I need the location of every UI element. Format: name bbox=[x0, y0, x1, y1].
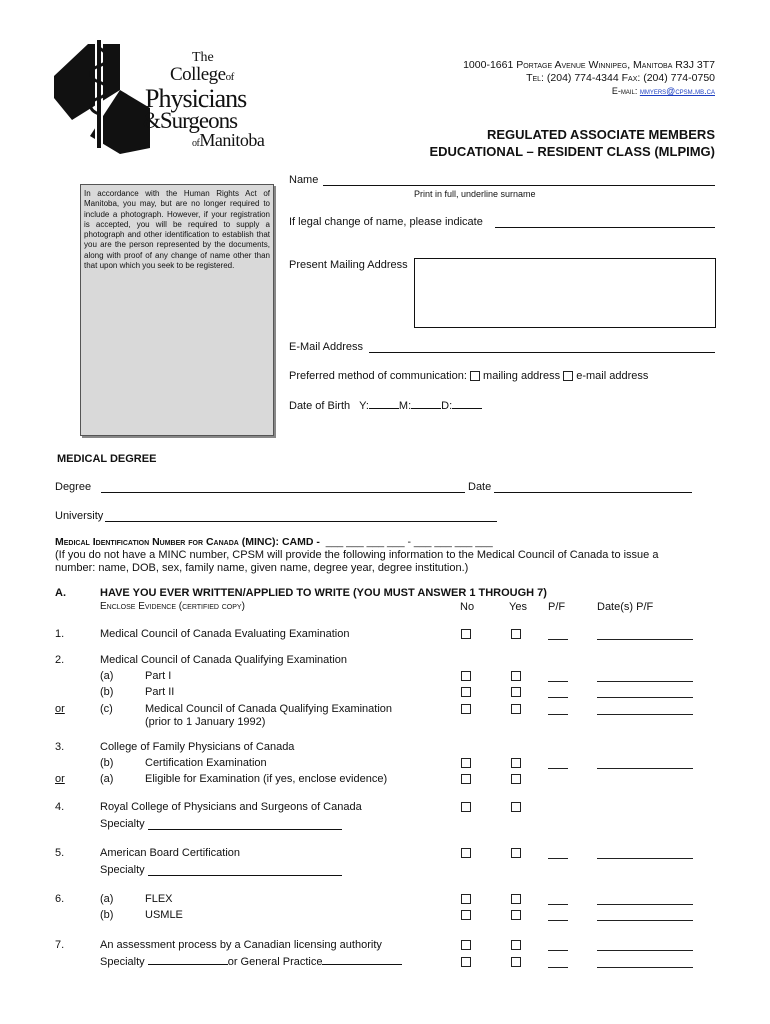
name-field[interactable] bbox=[289, 174, 715, 186]
logo-surgeons: Surgeons bbox=[159, 108, 238, 133]
pref-mail-label: mailing address bbox=[483, 370, 561, 382]
item-6a-yes-checkbox[interactable] bbox=[511, 894, 521, 904]
item-7-or-gp: or General Practice bbox=[227, 956, 323, 968]
item-6b-no-checkbox[interactable] bbox=[461, 910, 471, 920]
item-2b-dates-line[interactable] bbox=[597, 697, 693, 698]
dob-d-label: D: bbox=[441, 400, 453, 412]
item-7b-dates-line[interactable] bbox=[597, 967, 693, 968]
item-7-gp-line[interactable] bbox=[322, 964, 402, 965]
item-4-num: 4. bbox=[55, 801, 65, 813]
name-label: Name bbox=[289, 174, 319, 186]
email-link[interactable]: mmyers@cpsm.mb.ca bbox=[639, 86, 715, 96]
form-title bbox=[429, 126, 715, 160]
logo-the: The bbox=[192, 50, 214, 65]
item-5-text: American Board Certification bbox=[100, 847, 241, 859]
item-3b-no-checkbox[interactable] bbox=[461, 758, 471, 768]
item-4-text: Royal College of Physicians and Surgeons of Canada bbox=[100, 801, 362, 813]
item-7b-pf-line[interactable] bbox=[548, 967, 568, 968]
item-2a-pf-line[interactable] bbox=[548, 681, 568, 682]
date-line[interactable] bbox=[494, 492, 692, 493]
item-1-no-checkbox[interactable] bbox=[461, 629, 471, 639]
item-5-specialty-label: Specialty bbox=[100, 864, 145, 876]
item-7-specialty-label: Specialty bbox=[100, 956, 145, 968]
logo-manitoba: Manitoba bbox=[199, 130, 265, 150]
address-block bbox=[463, 59, 715, 98]
item-1-dates-line[interactable] bbox=[597, 639, 693, 640]
item-2c-or: or bbox=[55, 703, 65, 715]
legal-change-field[interactable] bbox=[289, 216, 715, 228]
col-yes: Yes bbox=[509, 601, 527, 613]
pref-label: Preferred method of communication: bbox=[289, 370, 467, 382]
item-2b-no-checkbox[interactable] bbox=[461, 687, 471, 697]
item-2c-dates-line[interactable] bbox=[597, 714, 693, 715]
item-7-text: An assessment process by a Canadian licensing authority bbox=[100, 939, 382, 951]
col-pf: P/F bbox=[548, 601, 566, 613]
university-line[interactable] bbox=[105, 521, 497, 522]
item-2c-text: Medical Council of Canada Qualifying Examination bbox=[145, 703, 393, 715]
date-label: Date bbox=[468, 481, 492, 493]
item-4-no-checkbox[interactable] bbox=[461, 802, 471, 812]
item-2a-label: (a) bbox=[100, 670, 114, 682]
dob-y-label: Y: bbox=[359, 400, 369, 412]
university-label: University bbox=[55, 510, 104, 522]
minc-blanks[interactable]: ___ ___ ___ ___ - ___ ___ ___ ___ bbox=[322, 536, 493, 548]
university-field[interactable] bbox=[55, 510, 497, 522]
item-5-num: 5. bbox=[55, 847, 65, 859]
col-dates: Date(s) P/F bbox=[597, 601, 654, 613]
mailing-label: Present Mailing Address bbox=[289, 259, 408, 271]
item-6b-dates-line[interactable] bbox=[597, 920, 693, 921]
item-2a-no-checkbox[interactable] bbox=[461, 671, 471, 681]
item-7-specialty-line[interactable] bbox=[148, 964, 228, 965]
legal-change-line[interactable] bbox=[495, 227, 715, 228]
item-7-num: 7. bbox=[55, 939, 65, 951]
item-4-specialty-label: Specialty bbox=[100, 818, 145, 830]
logo-physicians: Physicians bbox=[145, 84, 247, 113]
section-a-heading: HAVE YOU EVER WRITTEN/APPLIED TO WRITE (YOU MUST ANSWER 1 THROUGH 7) bbox=[100, 587, 547, 599]
item-4-specialty[interactable] bbox=[100, 818, 342, 830]
item-2b-pf-line[interactable] bbox=[548, 697, 568, 698]
item-2c-label: (c) bbox=[100, 703, 113, 715]
item-1-pf-line[interactable] bbox=[548, 639, 568, 640]
mailing-address-box[interactable] bbox=[414, 258, 716, 328]
photo-notice-text: In accordance with the Human Rights Act of Manitoba, you may, but are no longer required to include a photograph. However, if your registration is accepted, you will be required to supply a photograph and other identification to establish that you are the person represented by the documents, along with proof of any change of name other than that upon which you seek to be registered. bbox=[84, 189, 270, 271]
enclose-evidence: Enclose Evidence (certified copy) bbox=[100, 601, 245, 612]
item-6b-yes-checkbox[interactable] bbox=[511, 910, 521, 920]
item-5-yes-checkbox[interactable] bbox=[511, 848, 521, 858]
item-5-specialty-line[interactable] bbox=[148, 875, 342, 876]
item-2c-text-2: (prior to 1 January 1992) bbox=[145, 716, 266, 728]
item-2-num: 2. bbox=[55, 654, 65, 666]
item-7-no-checkbox[interactable] bbox=[461, 940, 471, 950]
title-line-2: EDUCATIONAL – RESIDENT CLASS (MLPIMG) bbox=[429, 144, 715, 159]
item-2b-yes-checkbox[interactable] bbox=[511, 687, 521, 697]
item-2a-text: Part I bbox=[145, 670, 172, 682]
item-1-text: Medical Council of Canada Evaluating Examination bbox=[100, 628, 350, 640]
item-2b-text: Part II bbox=[145, 686, 175, 698]
name-hint: Print in full, underline surname bbox=[414, 189, 536, 199]
name-line[interactable] bbox=[323, 185, 715, 186]
minc-row bbox=[55, 536, 493, 548]
item-6b-pf-line[interactable] bbox=[548, 920, 568, 921]
item-6b-label: (b) bbox=[100, 909, 114, 921]
item-3-text: College of Family Physicians of Canada bbox=[100, 741, 295, 753]
address-line-1: 1000-1661 Portage Avenue Winnipeg, Manitoba R3J 3T7 bbox=[463, 59, 715, 71]
item-2a-yes-checkbox[interactable] bbox=[511, 671, 521, 681]
dob-m-label: M: bbox=[398, 400, 412, 412]
item-7-specialty-row bbox=[100, 956, 402, 968]
item-7-dates-line[interactable] bbox=[597, 950, 693, 951]
minc-note: (If you do not have a MINC number, CPSM will provide the following information to the Medical Council of Canada to issue a number: name, DOB, sex, family name, given name, degree year, degree institution.) bbox=[55, 549, 659, 574]
legal-change-label: If legal change of name, please indicate bbox=[289, 216, 483, 228]
section-a-letter: A. bbox=[55, 587, 66, 599]
item-3a-yes-checkbox[interactable] bbox=[511, 774, 521, 784]
item-3a-label: (a) bbox=[100, 773, 114, 785]
item-4-specialty-line[interactable] bbox=[148, 829, 342, 830]
degree-label: Degree bbox=[55, 481, 92, 493]
item-3b-dates-line[interactable] bbox=[597, 768, 693, 769]
item-3a-text: Eligible for Examination (if yes, enclose evidence) bbox=[145, 773, 388, 785]
item-3b-label: (b) bbox=[100, 757, 114, 769]
email-line[interactable] bbox=[369, 352, 715, 353]
logo-of: of bbox=[225, 71, 234, 83]
email-field-label: E-Mail Address bbox=[289, 341, 363, 353]
item-2c-yes-checkbox[interactable] bbox=[511, 704, 521, 714]
item-3a-no-checkbox[interactable] bbox=[461, 774, 471, 784]
email-field[interactable] bbox=[289, 341, 715, 353]
degree-field[interactable] bbox=[55, 481, 465, 493]
dob-m-line[interactable] bbox=[411, 408, 441, 409]
item-6a-text: FLEX bbox=[145, 893, 173, 905]
logo bbox=[50, 38, 312, 158]
item-6-num: 6. bbox=[55, 893, 65, 905]
address-line-2: Tel: (204) 774-4344 Fax: (204) 774-0750 bbox=[526, 72, 715, 84]
item-5-no-checkbox[interactable] bbox=[461, 848, 471, 858]
item-6b-text: USMLE bbox=[145, 909, 183, 921]
item-3b-text: Certification Examination bbox=[145, 757, 267, 769]
item-5-dates-line[interactable] bbox=[597, 858, 693, 859]
pref-mail-checkbox[interactable] bbox=[470, 371, 480, 381]
item-3-num: 3. bbox=[55, 741, 65, 753]
item-7-pf-line[interactable] bbox=[548, 950, 568, 951]
item-3b-yes-checkbox[interactable] bbox=[511, 758, 521, 768]
title-line-1: REGULATED ASSOCIATE MEMBERS bbox=[487, 127, 715, 142]
minc-prefix: CAMD - bbox=[281, 536, 320, 548]
degree-line[interactable] bbox=[101, 492, 465, 493]
item-4-yes-checkbox[interactable] bbox=[511, 802, 521, 812]
logo-college: College bbox=[170, 64, 226, 85]
medical-degree-heading: MEDICAL DEGREE bbox=[57, 453, 157, 465]
item-7b-yes-checkbox[interactable] bbox=[511, 957, 521, 967]
pref-comm-row bbox=[289, 370, 648, 382]
item-6a-dates-line[interactable] bbox=[597, 904, 693, 905]
logo-of-2: of bbox=[192, 138, 200, 149]
dob-label: Date of Birth bbox=[289, 400, 351, 412]
item-7-yes-checkbox[interactable] bbox=[511, 940, 521, 950]
item-2c-pf-line[interactable] bbox=[548, 714, 568, 715]
item-5-pf-line[interactable] bbox=[548, 858, 568, 859]
item-5-specialty[interactable] bbox=[100, 864, 342, 876]
logo-ampersand: & bbox=[143, 108, 160, 133]
email-label: E-mail: bbox=[611, 86, 638, 96]
item-6a-label: (a) bbox=[100, 893, 114, 905]
minc-label: Medical Identification Number for Canada (MINC): bbox=[55, 536, 280, 548]
item-2b-label: (b) bbox=[100, 686, 114, 698]
item-2-text: Medical Council of Canada Qualifying Examination bbox=[100, 654, 348, 666]
photo-notice-box bbox=[80, 184, 274, 436]
pref-email-checkbox[interactable] bbox=[563, 371, 573, 381]
dob-y-line[interactable] bbox=[369, 408, 399, 409]
item-2a-dates-line[interactable] bbox=[597, 681, 693, 682]
pref-email-label: e-mail address bbox=[576, 370, 649, 382]
item-1-yes-checkbox[interactable] bbox=[511, 629, 521, 639]
item-1-num: 1. bbox=[55, 628, 65, 640]
date-field[interactable] bbox=[468, 481, 692, 493]
dob-row bbox=[289, 400, 482, 412]
item-2c-no-checkbox[interactable] bbox=[461, 704, 471, 714]
item-7b-no-checkbox[interactable] bbox=[461, 957, 471, 967]
col-no: No bbox=[460, 601, 475, 613]
item-3a-or: or bbox=[55, 773, 65, 785]
item-6a-pf-line[interactable] bbox=[548, 904, 568, 905]
item-6a-no-checkbox[interactable] bbox=[461, 894, 471, 904]
dob-d-line[interactable] bbox=[452, 408, 482, 409]
item-3b-pf-line[interactable] bbox=[548, 768, 568, 769]
